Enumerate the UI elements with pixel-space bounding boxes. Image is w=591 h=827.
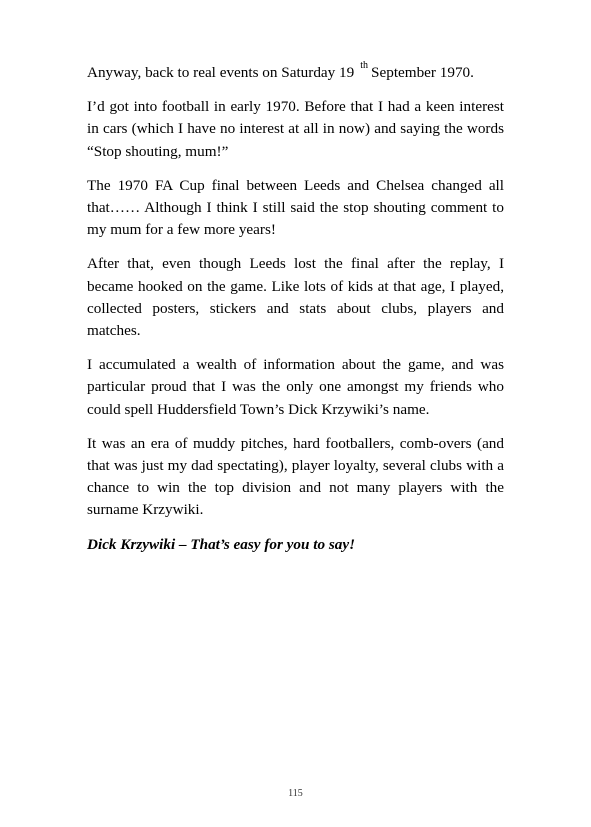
paragraph-hooked-on-game: After that, even though Leeds lost the final after the replay, I became hooked on the game. Like lots of kids at that age, I played, collected posters, stickers and stats about clubs, players and matches. [87,255,504,340]
paragraph-football-start: I’d got into football in early 1970. Before that I had a keen interest in cars (which I have no interest at all in now) and saying the words “Stop shouting, mum!” [87,98,504,160]
paragraph-fa-cup-final: The 1970 FA Cup final between Leeds and Chelsea changed all that…… Although I think I still said the stop shouting comment to my mum for a few more years! [87,176,504,239]
paragraph-era-description: It was an era of muddy pitches, hard footballers, comb-overs (and that was just my dad spectating), player loyalty, several clubs with a chance to win the top division and not many players with the surname Krzywiki. [87,434,504,519]
date-text: Anyway, back to real events on Saturday 19 [87,64,355,81]
document-body [87,62,504,568]
date-text-continued: September 1970. [371,64,474,81]
paragraph-wealth-of-information: I accumulated a wealth of information about the game, and was particular proud that I was the only one amongst my friends who could spell Huddersfield Town’s Dick Krzywiki’s name. [87,356,504,418]
closing-line: Dick Krzywiki – That’s easy for you to say! [87,535,356,553]
paragraph-date [87,62,504,84]
ordinal-suffix: th [360,60,369,71]
page-number: 115 [288,788,303,799]
